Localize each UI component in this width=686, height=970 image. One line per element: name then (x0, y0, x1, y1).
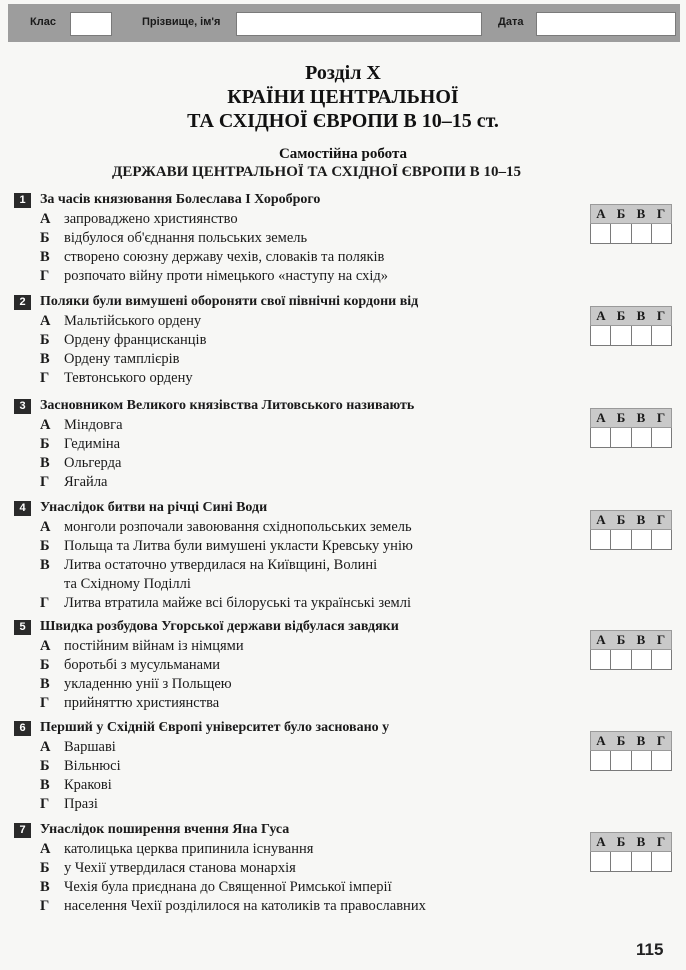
answer-grid-header (590, 630, 672, 650)
question-number: 7 (14, 823, 31, 838)
answer-grid-letter: В (636, 206, 646, 221)
option-letter: Б (40, 332, 50, 348)
option-text: Вільнюсі (64, 758, 121, 774)
answer-grid-letter: В (636, 308, 646, 323)
answer-grid (590, 408, 672, 448)
answer-grid-letter: А (596, 632, 606, 647)
answer-checkbox[interactable] (591, 224, 611, 243)
option-letter: Б (40, 230, 50, 246)
answer-option (14, 594, 674, 613)
student-info-bar (8, 4, 680, 42)
option-text: постійним війнам із німцями (64, 638, 244, 654)
option-text: Ягайла (64, 474, 108, 490)
option-letter: Б (40, 436, 50, 452)
question-6 (14, 718, 674, 814)
answer-option (14, 229, 674, 248)
option-text: католицька церква припинила існування (64, 841, 314, 857)
option-letter: В (40, 557, 50, 573)
surname-field[interactable] (236, 12, 482, 36)
page-number: 115 (636, 940, 664, 959)
option-text: у Чехії утвердилася станова монархія (64, 860, 296, 876)
option-letter: В (40, 676, 50, 692)
answer-option (14, 210, 674, 229)
answer-grid-letter: Г (656, 206, 666, 221)
answer-option (14, 878, 674, 897)
work-label: Самостійна робота (278, 146, 408, 162)
answer-checkbox[interactable] (652, 224, 671, 243)
question-header (14, 617, 674, 637)
answer-option (14, 248, 674, 267)
question-stem: Унаслідок поширення вчення Яна Гуса (40, 822, 290, 837)
option-text: Литва остаточно утвердилася на Київщині, Волині (64, 557, 378, 573)
question-2 (14, 292, 674, 388)
question-header (14, 820, 674, 840)
question-header (14, 292, 674, 312)
answer-grid-letter: Г (656, 308, 666, 323)
question-stem: Засновником Великого князівства Литовського називають (40, 398, 415, 413)
answer-grid-header (590, 408, 672, 428)
chapter-title-line2: ТА СХІДНОЇ ЄВРОПИ В 10–15 ст. (187, 110, 499, 132)
question-stem: Унаслідок битви на річці Сині Води (40, 500, 268, 515)
option-letter: Г (40, 595, 50, 611)
answer-option (14, 556, 674, 594)
option-letter: А (40, 638, 51, 654)
answer-checkbox[interactable] (591, 852, 611, 871)
answer-checkbox[interactable] (632, 530, 652, 549)
answer-checkbox[interactable] (591, 326, 611, 345)
option-letter: А (40, 417, 51, 433)
option-letter: А (40, 519, 51, 535)
answer-grid-letter: Б (616, 308, 626, 323)
option-text: Чехія була приєднана до Священної Римської імперії (64, 879, 392, 895)
answer-checkbox[interactable] (652, 852, 671, 871)
option-text: розпочато війну проти німецького «наступу на схід» (64, 268, 388, 284)
answer-grid-boxes (590, 751, 672, 771)
answer-grid-letter: В (636, 834, 646, 849)
answer-grid-letter: А (596, 512, 606, 527)
answer-checkbox[interactable] (611, 428, 631, 447)
option-letter: В (40, 879, 50, 895)
answer-grid-letter: В (636, 512, 646, 527)
question-number: 1 (14, 193, 31, 208)
question-4 (14, 498, 674, 613)
answer-grid-letter: Б (616, 410, 626, 425)
question-stem: За часів князювання Болеслава І Хороброго (40, 192, 321, 207)
answer-option (14, 435, 674, 454)
option-letter: А (40, 739, 51, 755)
answer-checkbox[interactable] (611, 326, 631, 345)
question-stem: Поляки були вимушені обороняти свої північні кордони від (40, 294, 419, 309)
question-header (14, 718, 674, 738)
option-text: Тевтонського ордену (64, 370, 193, 386)
answer-grid (590, 731, 672, 771)
section-heading: Розділ X (305, 62, 381, 84)
answer-grid-letter: Г (656, 512, 666, 527)
answer-option (14, 637, 674, 656)
option-text: Литва втратила майже всі білоруські та українські землі (64, 595, 412, 611)
option-letter: А (40, 211, 51, 227)
class-field[interactable] (70, 12, 112, 36)
option-text: Гедиміна (64, 436, 121, 452)
option-text: відбулося об'єднання польських земель (64, 230, 308, 246)
answer-grid-boxes (590, 852, 672, 872)
answer-checkbox[interactable] (652, 326, 671, 345)
option-text: Ордену тамплієрів (64, 351, 180, 367)
option-letter: В (40, 249, 50, 265)
answer-grid-letter: А (596, 733, 606, 748)
question-number: 5 (14, 620, 31, 635)
answer-checkbox[interactable] (652, 650, 671, 669)
option-letter: В (40, 777, 50, 793)
question-1 (14, 190, 674, 286)
answer-grid-boxes (590, 326, 672, 346)
answer-option (14, 897, 674, 916)
answer-option (14, 656, 674, 675)
question-7 (14, 820, 674, 916)
option-letter: Г (40, 695, 50, 711)
option-letter: Г (40, 898, 50, 914)
answer-checkbox[interactable] (632, 428, 652, 447)
question-number: 3 (14, 399, 31, 414)
answer-option (14, 840, 674, 859)
answer-option (14, 312, 674, 331)
answer-option (14, 267, 674, 286)
option-text: Ольгерда (64, 455, 122, 471)
answer-checkbox[interactable] (611, 852, 631, 871)
answer-grid-letter: В (636, 632, 646, 647)
answer-option (14, 738, 674, 757)
option-letter: В (40, 351, 50, 367)
answer-option (14, 331, 674, 350)
answer-option (14, 454, 674, 473)
option-text: укладенню унії з Польщею (64, 676, 232, 692)
answer-option (14, 369, 674, 388)
answer-checkbox[interactable] (632, 326, 652, 345)
option-text: прийняттю християнства (64, 695, 220, 711)
answer-checkbox[interactable] (652, 751, 671, 770)
option-letter: А (40, 313, 51, 329)
option-letter: Г (40, 474, 50, 490)
answer-option (14, 757, 674, 776)
option-text: монголи розпочали завоювання східнопольських земель (64, 519, 412, 535)
answer-checkbox[interactable] (632, 650, 652, 669)
answer-grid-letter: А (596, 308, 606, 323)
answer-grid-letter: В (636, 410, 646, 425)
date-label: Дата (498, 16, 524, 28)
answer-grid-letter: Б (616, 632, 626, 647)
option-letter: Г (40, 370, 50, 386)
answer-grid-letter: В (636, 733, 646, 748)
option-text: населення Чехії розділилося на католиків та православних (64, 898, 426, 914)
answer-checkbox[interactable] (591, 530, 611, 549)
answer-checkbox[interactable] (632, 852, 652, 871)
answer-option (14, 694, 674, 713)
answer-grid-letter: Б (616, 733, 626, 748)
option-letter: Б (40, 657, 50, 673)
question-stem: Швидка розбудова Угорської держави відбулася завдяки (40, 619, 399, 634)
option-text: Празі (64, 796, 98, 812)
answer-grid-boxes (590, 650, 672, 670)
answer-grid (590, 630, 672, 670)
question-header (14, 498, 674, 518)
answer-grid-letter: Б (616, 834, 626, 849)
class-label: Клас (30, 16, 56, 28)
answer-option (14, 859, 674, 878)
answer-option (14, 473, 674, 492)
answer-grid (590, 204, 672, 244)
answer-checkbox[interactable] (652, 428, 671, 447)
answer-grid (590, 510, 672, 550)
answer-grid-boxes (590, 428, 672, 448)
question-header (14, 190, 674, 210)
option-letter: Г (40, 796, 50, 812)
answer-grid-letter: Б (616, 512, 626, 527)
answer-option (14, 518, 674, 537)
question-5 (14, 617, 674, 713)
answer-option (14, 537, 674, 556)
answer-option (14, 350, 674, 369)
answer-grid-letter: А (596, 206, 606, 221)
answer-checkbox[interactable] (632, 751, 652, 770)
answer-checkbox[interactable] (611, 751, 631, 770)
answer-grid-boxes (590, 224, 672, 244)
answer-checkbox[interactable] (591, 650, 611, 669)
answer-option (14, 776, 674, 795)
chapter-title-line1: КРАЇНИ ЦЕНТРАЛЬНОЇ (227, 86, 459, 108)
option-text: боротьбі з мусульманами (64, 657, 221, 673)
option-text: Міндовга (64, 417, 123, 433)
answer-grid-letter: Б (616, 206, 626, 221)
question-3 (14, 396, 674, 492)
option-letter: В (40, 455, 50, 471)
answer-checkbox[interactable] (591, 428, 611, 447)
option-text: Ордену францисканців (64, 332, 207, 348)
option-letter: Г (40, 268, 50, 284)
answer-grid-letter: А (596, 410, 606, 425)
surname-label: Прізвище, ім'я (142, 16, 221, 28)
question-header (14, 396, 674, 416)
option-text: створено союзну державу чехів, словаків та поляків (64, 249, 385, 265)
question-number: 6 (14, 721, 31, 736)
answer-grid (590, 306, 672, 346)
option-text: Кракові (64, 777, 112, 793)
answer-grid-header (590, 731, 672, 751)
answer-grid-boxes (590, 530, 672, 550)
option-text: Варшаві (64, 739, 116, 755)
answer-checkbox[interactable] (652, 530, 671, 549)
answer-option (14, 795, 674, 814)
option-text: Мальтійського ордену (64, 313, 202, 329)
answer-grid-letter: Г (656, 632, 666, 647)
answer-grid-letter: Г (656, 733, 666, 748)
answer-grid-letter: Г (656, 834, 666, 849)
answer-checkbox[interactable] (632, 224, 652, 243)
answer-grid-header (590, 510, 672, 530)
option-letter: А (40, 841, 51, 857)
question-number: 4 (14, 501, 31, 516)
answer-grid-header (590, 832, 672, 852)
option-text-continued: та Східному Поділлі (64, 576, 191, 592)
answer-checkbox[interactable] (611, 530, 631, 549)
answer-checkbox[interactable] (591, 751, 611, 770)
answer-checkbox[interactable] (611, 650, 631, 669)
option-letter: Б (40, 758, 50, 774)
question-number: 2 (14, 295, 31, 310)
answer-option (14, 675, 674, 694)
work-title: ДЕРЖАВИ ЦЕНТРАЛЬНОЇ ТА СХІДНОЇ ЄВРОПИ В 10–15 (112, 164, 521, 180)
answer-option (14, 416, 674, 435)
option-text: Польща та Литва були вимушені укласти Кревську унію (64, 538, 413, 554)
option-text: запроваджено християнство (64, 211, 238, 227)
answer-grid-header (590, 204, 672, 224)
answer-grid (590, 832, 672, 872)
question-stem: Перший у Східній Європі університет було засновано у (40, 720, 390, 735)
answer-grid-letter: Г (656, 410, 666, 425)
option-letter: Б (40, 538, 50, 554)
date-field[interactable] (536, 12, 676, 36)
answer-checkbox[interactable] (611, 224, 631, 243)
answer-grid-letter: А (596, 834, 606, 849)
answer-grid-header (590, 306, 672, 326)
option-letter: Б (40, 860, 50, 876)
